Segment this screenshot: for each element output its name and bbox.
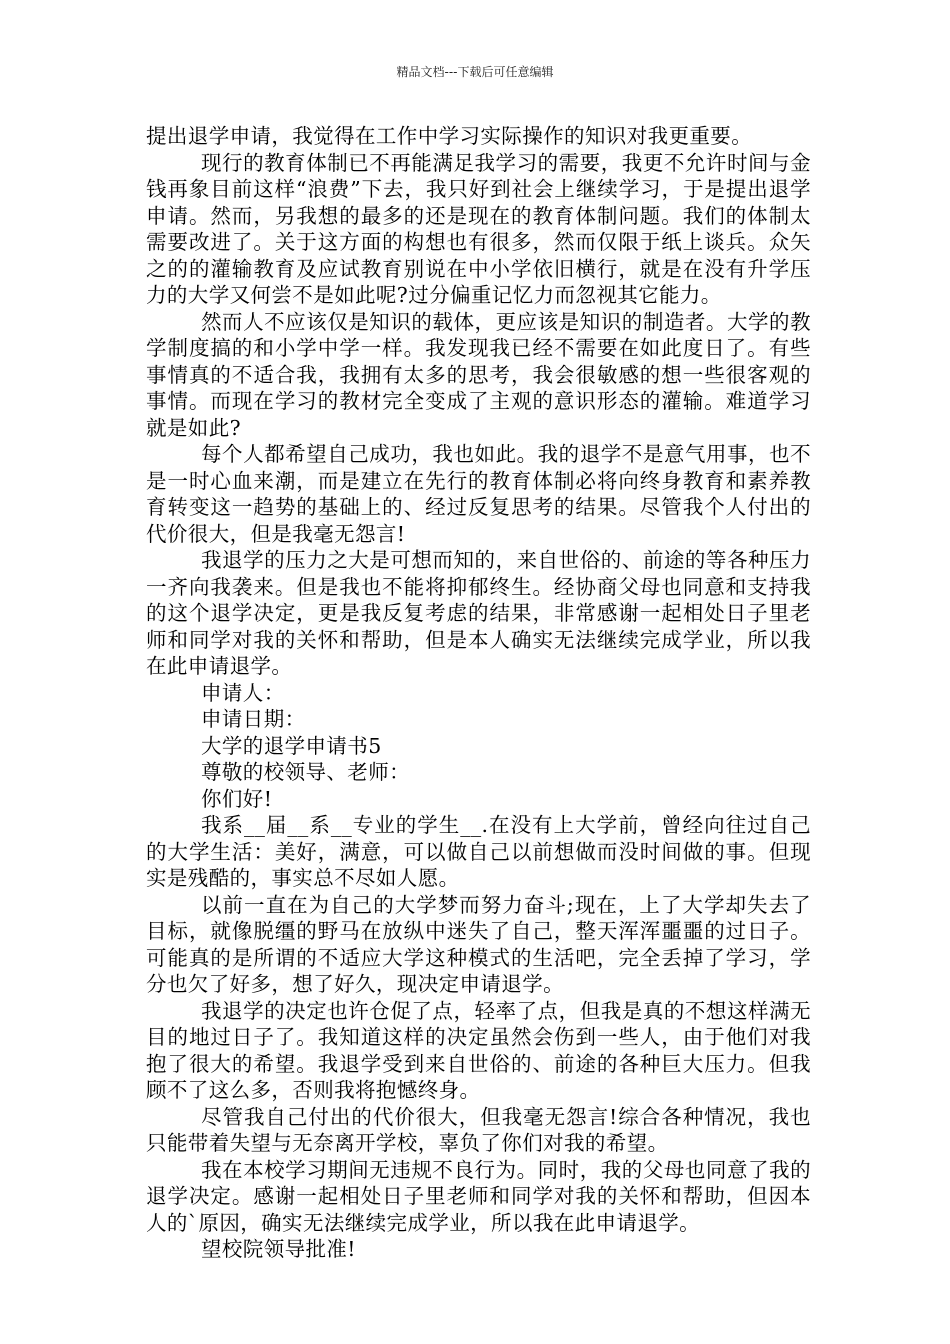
paragraph: 每个人都希望自己成功，我也如此。我的退学不是意气用事，也不是一时心血来潮，而是建立在先行的教育体制必将向终身教育和素养教育转变这一趋势的基础上的、经过反复思考的结果。尽管我个人付出的代价很大，但是我毫无怨言! <box>146 442 811 546</box>
page-header: 精品文档---下载后可任意编辑 <box>396 65 554 79</box>
paragraph: 然而人不应该仅是知识的载体，更应该是知识的制造者。大学的教学制度搞的和小学中学一样。我发现我已经不需要在如此度日了。有些事情真的不适合我，我拥有太多的思考，我会很敏感的想一些很客观的事情。而现在学习的教材完全变成了主观的意识形态的灌输。难道学习就是如此? <box>146 309 811 440</box>
paragraph: 以前一直在为自己的大学梦而努力奋斗;现在，上了大学却失去了目标，就像脱缰的野马在放纵中迷失了自己，整天浑浑噩噩的过日子。可能真的是所谓的不适应大学这种模式的生活吧，完全丢掉了学习，学分也欠了好多，想了好久，现决定申请退学。 <box>146 892 811 996</box>
greeting: 你们好! <box>201 786 273 811</box>
paragraph: 我退学的压力之大是可想而知的，来自世俗的、前途的等各种压力一齐向我袭来。但是我也不能将抑郁终生。经协商父母也同意和支持我的这个退学决定，更是我反复考虑的结果，非常感谢一起相处日子里老师和同学对我的关怀和帮助，但是本人确实无法继续完成学业，所以我在此申请退学。 <box>146 548 811 678</box>
paragraph: 现行的教育体制已不再能满足我学习的需要，我更不允许时间与金钱再象目前这样“浪费”下去，我只好到社会上继续学习，于是提出退学申请。然而，另我想的最多的还是现在的教育体制问题。我们的体制太需要改进了。关于这方面的构想也有很多，然而仅限于纸上谈兵。众矢之的的灌输教育及应试教育别说在中小学依旧横行，就是在没有升学压力的大学又何尝不是如此呢?过分偏重记忆力而忽视其它能力。 <box>146 150 811 307</box>
paragraph: 提出退学申请，我觉得在工作中学习实际操作的知识对我更重要。 <box>146 124 753 148</box>
salutation: 尊敬的校领导、老师： <box>201 760 410 784</box>
document-body <box>146 123 811 1263</box>
paragraph: 我系__届__系__专业的学生__.在没有上大学前，曾经向往过自己的大学生活：美好，满意，可以做自己以前想做而没时间做的事。但现实是残酷的，事实总不尽如人愿。 <box>146 813 811 890</box>
paragraph: 我在本校学习期间无违规不良行为。同时，我的父母也同意了我的退学决定。感谢一起相处日子里老师和同学对我的关怀和帮助，但因本人的`原因，确实无法继续完成学业，所以我在此申请退学。 <box>146 1157 811 1235</box>
paragraph: 我退学的决定也许仓促了点，轻率了点，但我是真的不想这样满无目的地过日子了。我知道这样的决定虽然会伤到一些人，由于他们对我抱了很大的希望。我退学受到来自世俗的、前途的各种巨大压力。但我顾不了这么多，否则我将抱憾终身。 <box>146 998 811 1102</box>
paragraph: 尽管我自己付出的代价很大，但我毫无怨言!综合各种情况，我也只能带着失望与无奈离开学校，辜负了你们对我的希望。 <box>146 1104 811 1155</box>
applicant-line: 申请人： <box>201 680 285 705</box>
application-date-line: 申请日期： <box>201 707 306 731</box>
closing-line: 望校院领导批准! <box>201 1237 356 1261</box>
section-title: 大学的退学申请书5 <box>201 733 382 758</box>
